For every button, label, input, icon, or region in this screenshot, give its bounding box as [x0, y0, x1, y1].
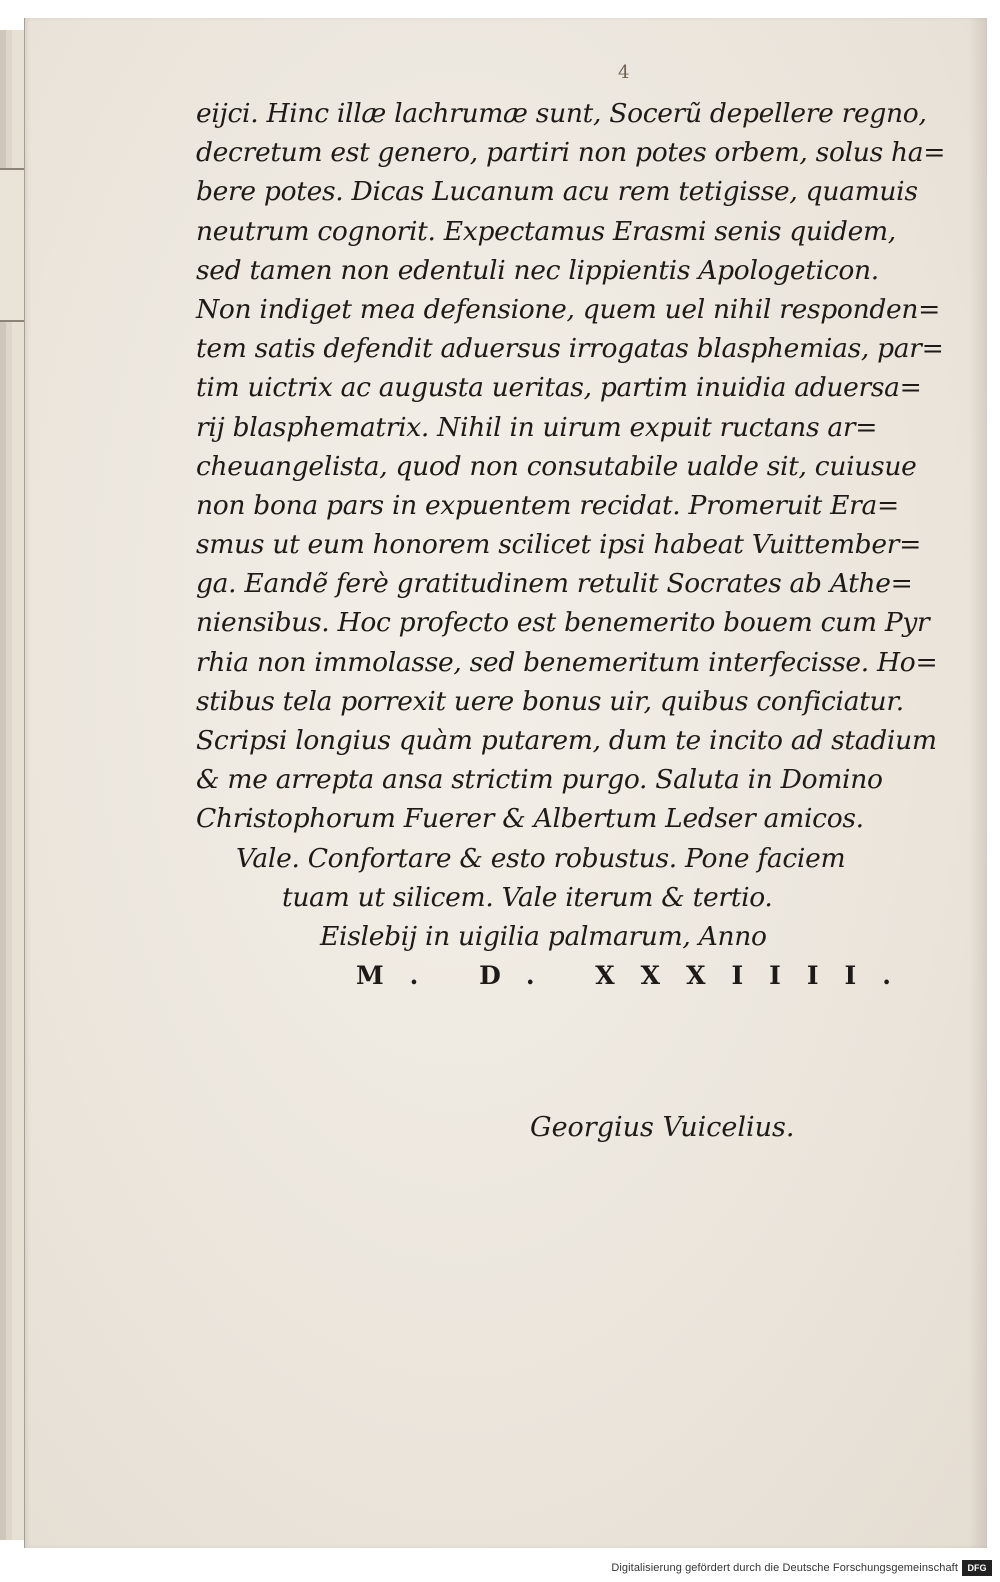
text-line: stibus tela porrexit uere bonus uir, quibus conficiatur. — [196, 685, 904, 717]
text-line: niensibus. Hoc profecto est benemerito bouem cum Pyr — [196, 607, 930, 639]
text-line: sed tamen non edentuli nec lippientis Apologeticon. — [196, 254, 879, 286]
closing-line: Eislebij in uigilia palmarum, Anno — [320, 920, 767, 952]
text-line: ga. Eandẽ ferè gratitudinem retulit Socrates ab Athe= — [196, 568, 913, 600]
text-line: & me arrepta ansa strictim purgo. Saluta in Domino — [196, 764, 883, 796]
text-line: decretum est genero, partiri non potes orbem, solus ha= — [196, 137, 946, 169]
text-line: smus ut eum honorem scilicet ipsi habeat Vuittember= — [196, 529, 922, 561]
signature: Georgius Vuicelius. — [530, 1112, 795, 1143]
text-line: Christophorum Fuerer & Albertum Ledser amicos. — [196, 803, 864, 835]
date-line: M. D. XXXIIII. — [356, 961, 917, 991]
text-line: bere potes. Dicas Lucanum acu rem tetigisse, quamuis — [196, 176, 918, 208]
text-line: tim uictrix ac augusta ueritas, partim inuidia aduersa= — [196, 372, 922, 404]
text-line: Non indiget mea defensione, quem uel nihil responden= — [196, 293, 941, 325]
text-line: cheuangelista, quod non consutabile ualde sit, cuiusue — [196, 450, 917, 482]
page-shadow — [969, 18, 987, 1548]
footer-credit: Digitalisierung gefördert durch die Deutsche Forschungsgemeinschaft — [611, 1562, 958, 1574]
text-line: eijci. Hinc illæ lachrumæ sunt, Socerũ depellere regno, — [196, 98, 927, 129]
letter-body — [196, 94, 946, 995]
text-line: rhia non immolasse, sed benemeritum interfecisse. Ho= — [196, 646, 938, 678]
text-line: rij blasphematrix. Nihil in uirum expuit ructans ar= — [196, 411, 878, 443]
footer-bar — [0, 1548, 1000, 1582]
text-line: neutrum cognorit. Expectamus Erasmi senis quidem, — [196, 215, 896, 247]
closing-line: tuam ut silicem. Vale iterum & tertio. — [282, 881, 773, 913]
text-line: non bona pars in expuentem recidat. Promeruit Era= — [196, 489, 899, 521]
dfg-logo: DFG — [962, 1560, 992, 1576]
text-line: tem satis defendit aduersus irrogatas blasphemias, par= — [196, 333, 944, 365]
text-line: Scripsi longius quàm putarem, dum te incito ad stadium — [196, 725, 937, 756]
closing-line: Vale. Confortare & esto robustus. Pone faciem — [236, 842, 846, 874]
page-mark: 4 — [618, 62, 630, 83]
